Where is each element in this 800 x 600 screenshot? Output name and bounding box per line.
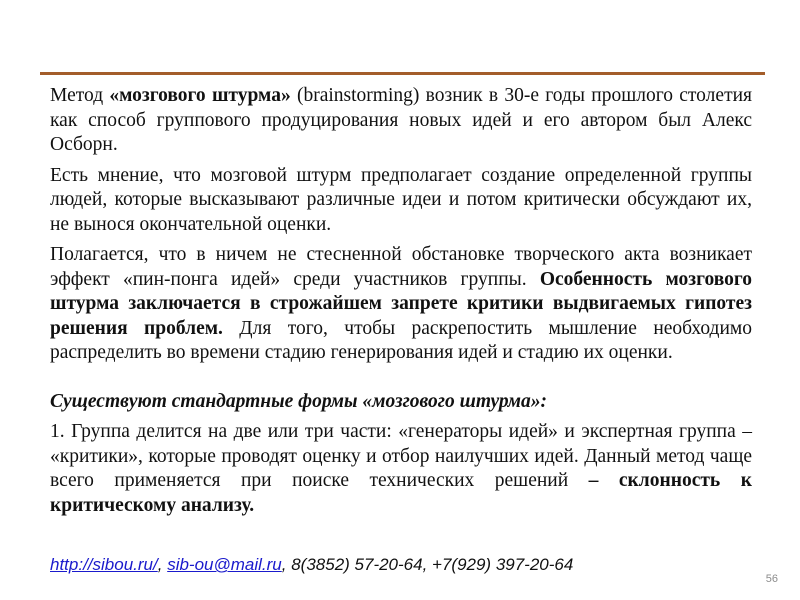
email-link[interactable]: sib-ou@mail.ru (167, 555, 282, 574)
text: Метод (50, 85, 110, 106)
slide-body (50, 84, 752, 524)
spacer (50, 372, 752, 390)
separator: , (157, 555, 168, 574)
paragraph-opinion (50, 164, 752, 238)
text: 1. Группа делится на две или три части: «генераторы идей» и экспертная группа – «критики», которые проводят оценку и отбор наилучших идей. Данный метод чаще всего применяется при поиске технических решений (50, 421, 752, 491)
text: (brainstorming) возник в 30-е годы прошлого столетия как способ группового продуцирования новых идей и его автором был Алекс Осборн. (50, 85, 752, 155)
page-number: 56 (765, 573, 778, 585)
section-heading: Существуют стандартные формы «мозгового штурма»: (50, 390, 548, 412)
bold-conclusion: – склонность к критическому анализу. (50, 470, 752, 516)
text: Для того, чтобы раскрепостить мышление необходимо распределить во времени стадию генерирования идей и стадию их оценки. (50, 317, 752, 363)
paragraph-intro (50, 84, 752, 158)
paragraph-feature (50, 243, 752, 366)
header-divider (40, 72, 765, 75)
phone-numbers: , 8(3852) 57-20-64, +7(929) 397-20-64 (281, 555, 574, 574)
bold-term: «мозгового штурма» (109, 85, 291, 106)
contact-footer (50, 555, 573, 575)
text: Полагается, что в ничем не стесненной обстановке творческого акта возникает эффект «пин-понга идей» среди участников группы. (50, 244, 752, 290)
list-item-1 (50, 420, 752, 518)
bold-statement: Особенность мозгового штурма заключается в строжайшем запрете критики выдвигаемых гипотез решения проблем. (50, 268, 753, 339)
website-link[interactable]: http://sibou.ru/ (50, 555, 158, 574)
text: Есть мнение, что мозговой штурм предполагает создание определенной группы людей, которые высказывают различные идеи и потом критически обсуждают их, не вынося окончательной оценки. (50, 164, 752, 235)
